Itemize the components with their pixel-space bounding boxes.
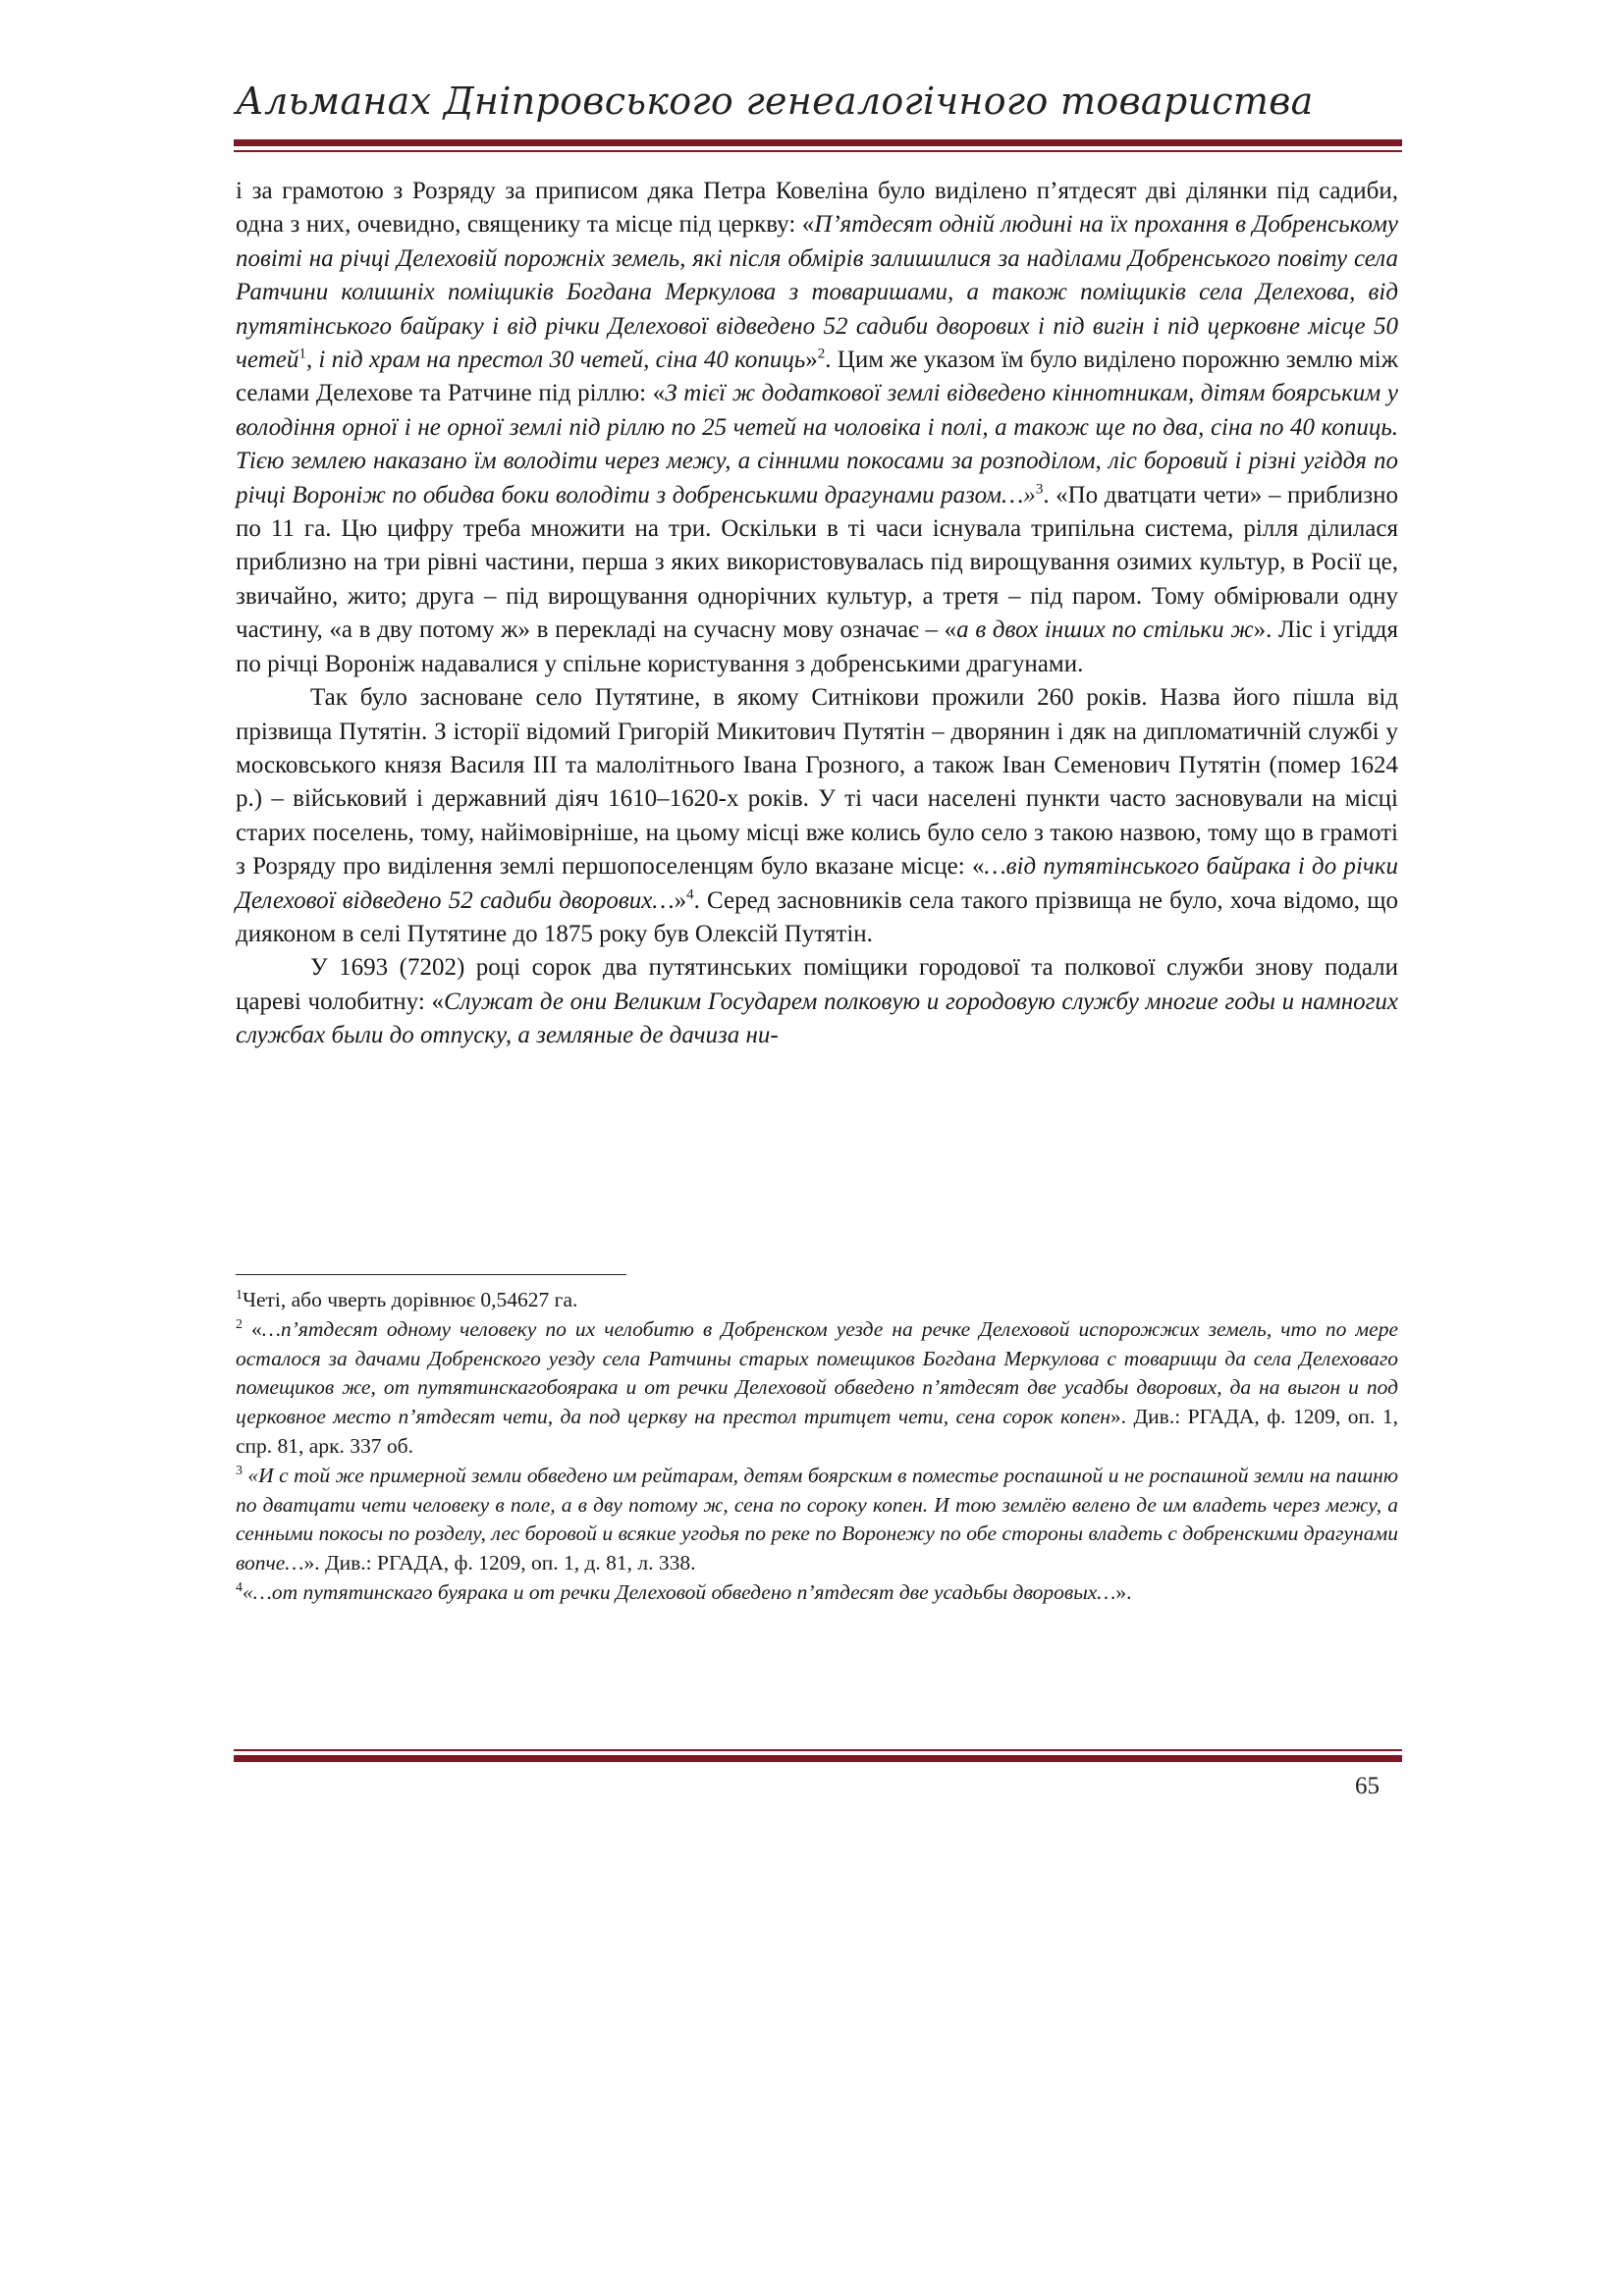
quote-span: …від путятінського байрака і до річки Делехової відведено 52 садиби дворових… (236, 853, 1398, 914)
quote-span: а в двох інших по стільки ж (956, 616, 1254, 644)
page-number: 65 (1355, 1773, 1380, 1799)
footnote-text: ». Див.: РГАДА, ф. 1209, оп. 1, д. 81, л. 338. (303, 1551, 696, 1575)
text-span: і за грамотою з Розряду за приписом дяка Петра Ковеліна було виділено п’ятдесят дві ділянки під садиби, одна з них, очевидно, священику та місце під церкву: « (236, 178, 1398, 239)
text-span: Так було засноване село Путятине, в якому Ситнікови прожили 260 років. Назва його пішла від прізвища Путятін. З історії відомий Григорій Микитович Путятін – дворянин і дяк на дипломатичній службі у московського князя Василя ІІІ та малолітнього Івана Грозного, а також Іван Семенович Путятін (помер 1624 р.) – військовий і державний діяч 1610–1620-х років. У ті часи населені пункти часто засновували на місці старих поселень, тому, найімовірніше, на цьому місці вже колись було село з такою назвою, тому що в грамоті з Розряду про виділення землі першопоселенцям було вказане місце: « (236, 684, 1398, 881)
text-span: . Серед засновників села такого прізвища не було, хоча відомо, що дияконом в селі Путятине до 1875 року був Олексій Путятін. (236, 886, 1398, 947)
footnote-ref[interactable]: 3 (1035, 481, 1044, 498)
footnote-number: 2 (236, 1316, 243, 1332)
paragraph-2 (236, 681, 1398, 951)
footnote-quote: «…от путятинскаго буярака и от речки Делеховой обведено п’ятдесят две усадьбы дворовых… (243, 1579, 1116, 1604)
paragraph-1 (236, 175, 1398, 681)
text-span: » (805, 347, 818, 374)
footnote-text: Четі, або чверть дорівнює 0,54627 га. (243, 1288, 578, 1311)
footnote-text: « (243, 1316, 262, 1341)
footnotes (236, 1286, 1398, 1608)
text-span: . «По дватцати чети» – приблизно по 11 га. Цю цифру треба множити на три. Оскільки в ті часи існувала трипільна система, рілля ділилася приблизно на три рівні частини, перша з яких використовувалась під вирощування озимих культур, в Росії це, звичайно, жито; друга – під вирощування однорічних культур, а третя – під паром. Тому обмірювали одну частину, «а в дву потому ж» в перекладі на сучасну мову означає – « (236, 481, 1398, 644)
journal-title: Альманах Дніпровського генеалогічного товариства (236, 80, 1314, 123)
quote-span: , і під храм на престол 30 четей, сіна 40 копиць (305, 347, 806, 374)
footnote-text: ». Див.: РГАДА, ф. 1209, оп. 1, спр. 81, арк. 337 об. (236, 1405, 1398, 1458)
page-footer (234, 1749, 1402, 1762)
footnote-number: 4 (236, 1579, 243, 1595)
footnote-text: ». (1115, 1579, 1132, 1604)
text-span: У 1693 (7202) році сорок два путятинських поміщики городової та полкової служби знову подали цареві чолобитну: « (236, 954, 1398, 1015)
footnote-number: 3 (236, 1463, 243, 1478)
footnote-number: 1 (236, 1287, 243, 1303)
footnote-ref[interactable]: 2 (817, 346, 826, 362)
footnote-3 (236, 1462, 1398, 1578)
header-rule-thick (234, 139, 1402, 146)
text-span: . Цим же указом їм було виділено порожню землю між селами Делехове та Ратчине під ріллю: « (236, 347, 1399, 407)
quote-span: П’ятдесят одній людині на їх прохання в Добренському повіті на річці Делеховій порожніх земель, які після обмірів залишилися за наділами Добренського повіту села Ратчини колишніх поміщиків Богдана Меркулова з товаришами, а також поміщиків села Делехова, від путятінського байраку і від річки Делехової відведено 52 садиби дворових і під вигін і під церковне місце 50 четей (236, 211, 1398, 374)
footnote-quote: …п’ятдесят одному человеку по их челобитю в Добренском уезде на речке Делеховой испорожжих земель, что по мере осталося за дачами Добренского уезду села Ратчины старых помещиков Богдана Меркулова с товарищи да села Делеховаго помещиков же, от путятинскагобоярака и от речки Делеховой обведено п’ятдесят две усадбы дворових, да на выгон и под церковное место п’ятдесят чети, да под церкву на престол тритцет чети, сена сорок копен (236, 1316, 1398, 1429)
paragraph-3 (236, 951, 1398, 1052)
footnote-separator (236, 1274, 626, 1275)
footer-rule-thick (234, 1755, 1402, 1762)
page-header (234, 71, 1402, 152)
text-span: » (674, 886, 687, 914)
footnote-ref[interactable]: 4 (686, 886, 694, 903)
footnote-1 (236, 1286, 1398, 1315)
main-text (236, 175, 1398, 1053)
footnote-2 (236, 1315, 1398, 1462)
footnote-ref[interactable]: 1 (298, 346, 306, 362)
text-span: ». Ліс і угіддя по річці Вороніж надавалися у спільне користування з добренськими драгунами. (236, 616, 1398, 677)
footnote-quote: «И с той же примерной земли обведено им рейтарам, детям боярским в поместье роспашной и не роспашной земли на пашню по дватцати чети человеку в поле, а в дву потому ж, сена по сороку копен. И тою землёю велено де им владеть через межу, а сенными покосы по розделу, лес боровой и всякие угодья по реке по Воронежу по обе стороны владеть с добренскими драгунами вопче… (236, 1463, 1398, 1575)
footnote-4 (236, 1578, 1398, 1608)
quote-span: З тієї ж додаткової землі відведено кіннотникам, дітям боярським у володіння орної і не орної землі під ріллю по 25 четей на чоловіка і полі, а також ще по два, сіна по 40 копиць. Тією землею наказано їм володіти через межу, а сінними покосами за розподілом, ліс боровий і різні угіддя по річці Вороніж по обидва боки володіти з добренськими драгунами разом…» (236, 380, 1398, 508)
quote-span: Служат де они Великим Государем полковую и городовую службу многие годы и намногих службах были до отпуску, а земляные де дачиза ни- (236, 988, 1398, 1049)
header-rule-thin (234, 150, 1402, 152)
